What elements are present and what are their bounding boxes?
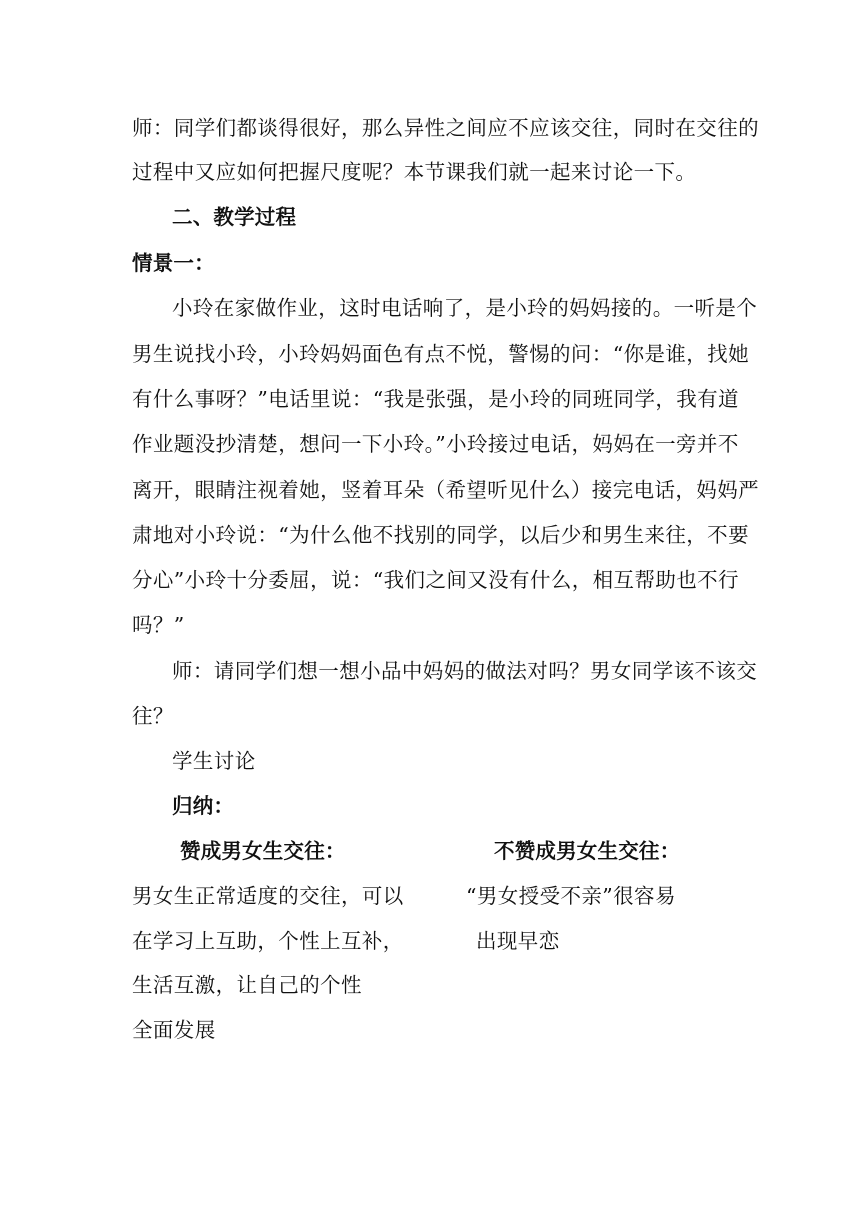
pro-line-1: 男女生正常适度的交往，可以 (132, 884, 404, 908)
intro-line-1: 师：同学们都谈得很好，那么异性之间应不应该交往，同时在交往的 (132, 116, 759, 140)
pro-line-4: 全面发展 (132, 1018, 216, 1042)
con-column-heading: 不赞成男女生交往： (494, 839, 681, 863)
story-line-8: 吗？” (132, 613, 185, 637)
pro-column-heading: 赞成男女生交往： (180, 839, 346, 863)
story-line-3: 有什么事呀？”电话里说：“我是张强，是小玲的同班同学，我有道 (132, 387, 739, 411)
story-line-5: 离开，眼睛注视着她，竖着耳朵（希望听见什么）接完电话，妈妈严 (132, 478, 759, 502)
pro-line-2: 在学习上互助，个性上互补， (132, 929, 404, 953)
story-line-1: 小玲在家做作业，这时电话响了，是小玲的妈妈接的。一听是个 (172, 296, 758, 320)
con-line-1: “男女授受不亲”很容易 (466, 884, 676, 908)
discussion-label: 学生讨论 (172, 749, 256, 773)
section-heading: 二、教学过程 (172, 205, 297, 229)
intro-line-2: 过程中又应如何把握尺度呢？本节课我们就一起来讨论一下。 (132, 160, 697, 184)
summary-heading: 归纳： (172, 794, 235, 818)
scene-heading: 情景一： (132, 251, 215, 275)
question-line-1: 师：请同学们想一想小品中妈妈的做法对吗？男女同学该不该交 (172, 659, 758, 683)
con-line-2: 出现早恋 (476, 929, 560, 953)
question-line-2: 往？ (132, 704, 174, 728)
pro-line-3: 生活互激，让自己的个性 (132, 973, 362, 997)
story-line-4: 作业题没抄清楚，想问一下小玲。”小玲接过电话，妈妈在一旁并不 (132, 432, 739, 456)
story-line-7: 分心”小玲十分委屈，说：“我们之间又没有什么，相互帮助也不行 (132, 568, 739, 592)
story-line-2: 男生说找小玲，小玲妈妈面色有点不悦，警惕的问：“你是谁，找她 (132, 342, 749, 366)
story-line-6: 肃地对小玲说：“为什么他不找别的同学，以后少和男生来往，不要 (132, 523, 749, 547)
